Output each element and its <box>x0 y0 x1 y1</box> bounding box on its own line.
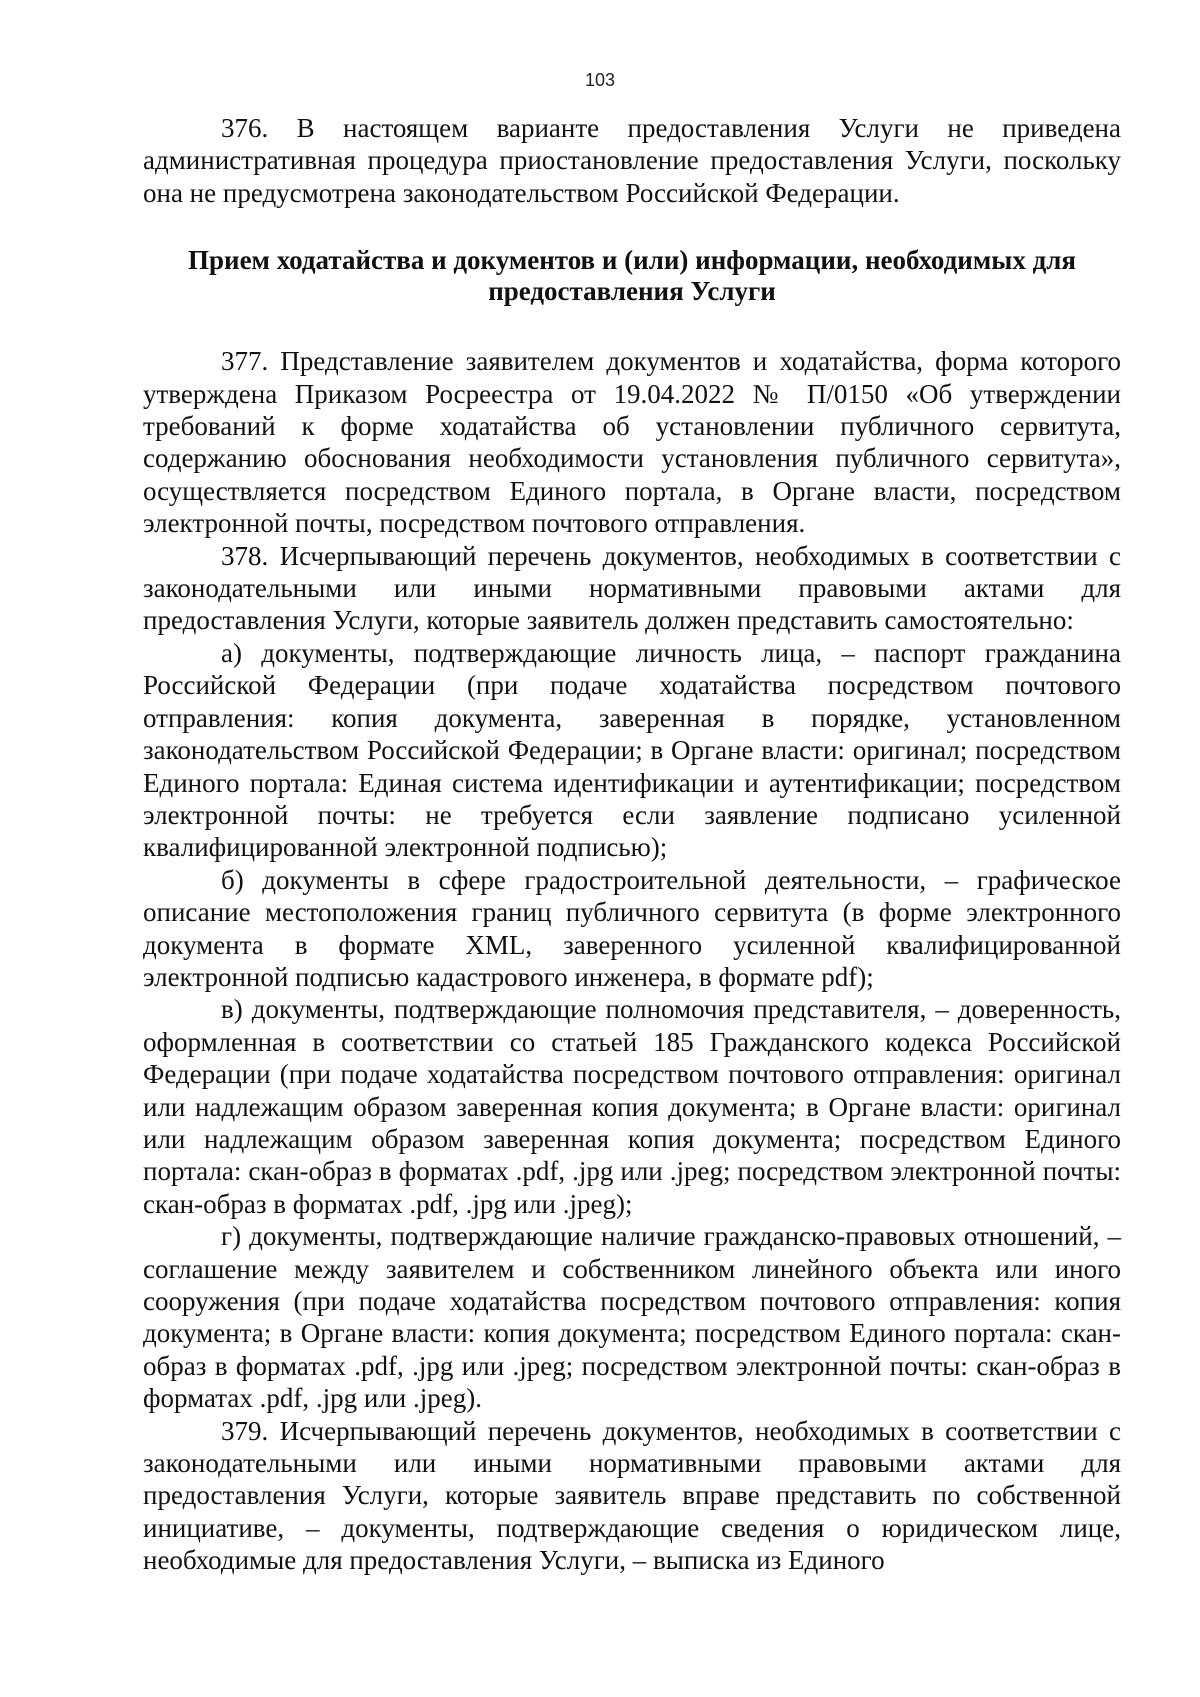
spacer <box>143 209 1121 245</box>
document-body <box>143 112 1121 1577</box>
paragraph-377: 377. Представление заявителем документов и ходатайства, форма которого утверждена Приказом Росреестра от 19.04.2022 № П/0150 «Об утверждении требований к форме ходатайства об установлении публичного сервитута, содержанию обоснования необходимости установления публичного сервитута», осуществляется посредством Единого портала, в Органе власти, посредством электронной почты, посредством почтового отправления. <box>143 346 1121 539</box>
list-item-v: в) документы, подтверждающие полномочия представителя, – доверенность, оформленная в соответствии со статьей 185 Гражданского кодекса Российской Федерации (при подаче ходатайства посредством почтового отправления: оригинал или надлежащим образом заверенная копия документа; в Органе власти: оригинал или надлежащим образом заверенная копия документа; посредством Единого портала: скан-образ в форматах .pdf, .jpg или .jpeg; посредством электронной почты: скан-образ в форматах .pdf, .jpg или .jpeg); <box>143 994 1121 1219</box>
list-item-g: г) документы, подтверждающие наличие гражданско-правовых отношений, – соглашение между заявителем и собственником линейного объекта или иного сооружения (при подаче ходатайства посредством почтового отправления: копия документа; в Органе власти: копия документа; посредством Единого портала: скан-образ в форматах .pdf, .jpg или .jpeg; посредством электронной почты: скан-образ в форматах .pdf, .jpg или .jpeg). <box>143 1221 1121 1414</box>
list-item-b: б) документы в сфере градостроительной деятельности, – графическое описание местоположения границ публичного сервитута (в форме электронного документа в формате XML, заверенного усиленной квалифицированной электронной подписью кадастрового инженера, в формате pdf); <box>143 864 1121 992</box>
list-item-a: а) документы, подтверждающие личность лица, – паспорт гражданина Российской Федерации (при подаче ходатайства посредством почтового отправления: копия документа, заверенная в порядке, установленном законодательством Российской Федерации; в Органе власти: оригинал; посредством Единого портала: Единая система идентификации и аутентификации; посредством электронной почты: не требуется если заявление подписано усиленной квалифицированной электронной подписью); <box>143 637 1121 863</box>
section-heading: Прием ходатайства и документов и (или) информации, необходимых для предоставления Услуги <box>188 245 1076 307</box>
page-number: 103 <box>584 70 616 90</box>
spacer <box>143 307 1121 345</box>
paragraph-378: 378. Исчерпывающий перечень документов, необходимых в соответствии с законодательными или иными нормативными правовыми актами для предоставления Услуги, которые заявитель должен представить самостоятельно: <box>143 540 1121 636</box>
paragraph-376: 376. В настоящем варианте предоставления Услуги не приведена административная процедура приостановление предоставления Услуги, поскольку она не предусмотрена законодательством Российской Федерации. <box>143 113 1121 208</box>
paragraph-379: 379. Исчерпывающий перечень документов, необходимых в соответствии с законодательными или иными нормативными правовыми актами для предоставления Услуги, которые заявитель вправе представить по собственной инициативе, – документы, подтверждающие сведения о юридическом лице, необходимые для предоставления Услуги, – выписка из Единого <box>143 1415 1121 1576</box>
